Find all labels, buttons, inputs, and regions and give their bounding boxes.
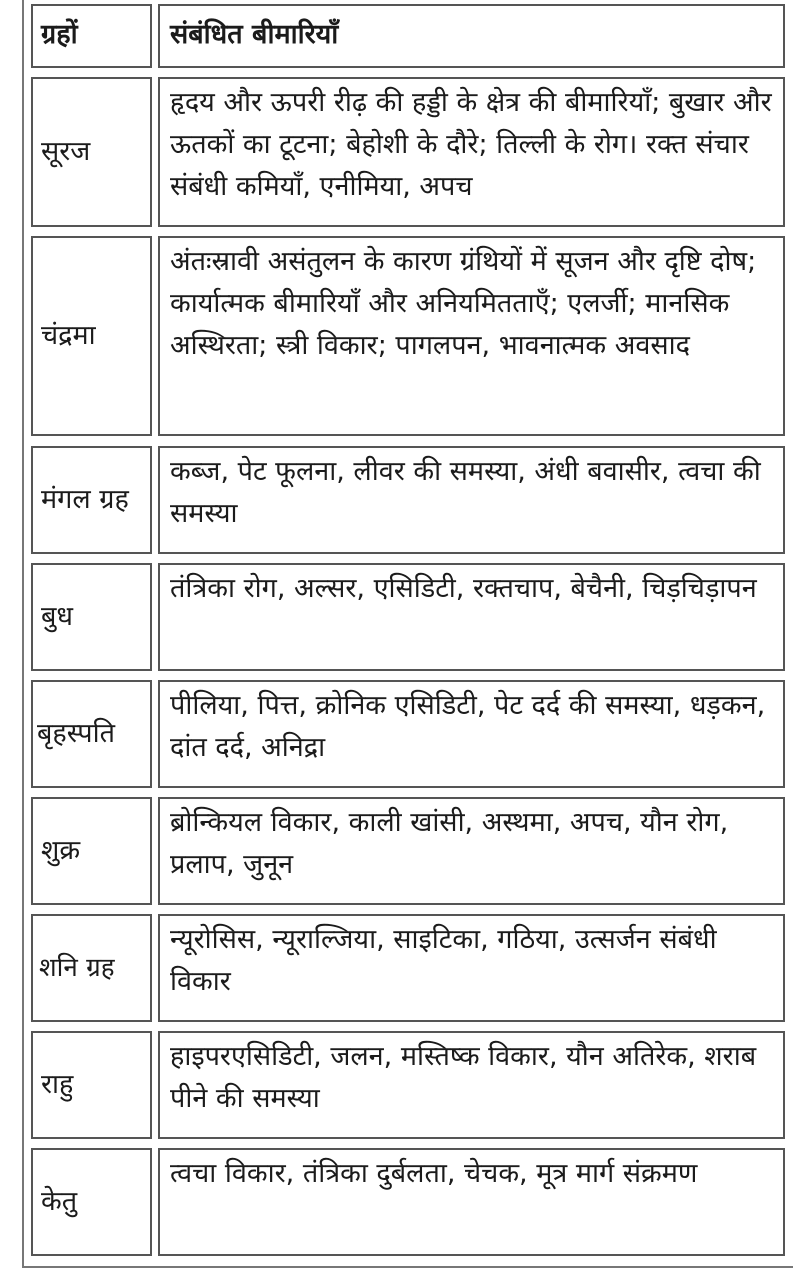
- table-row-planet: [31, 797, 152, 905]
- header-planet: ग्रहों: [41, 19, 78, 50]
- disease-list: हाइपरएसिडिटी, जलन, मस्तिष्क विकार, यौन अतिरेक, शराब पीने की समस्या: [170, 1041, 757, 1114]
- planet-name: बृहस्पति: [37, 718, 115, 749]
- table-row-planet: [31, 77, 152, 227]
- planet-name: सूरज: [41, 136, 91, 167]
- table-row-diseases: [158, 680, 785, 788]
- table-row-diseases: [158, 1148, 785, 1256]
- disease-list: त्वचा विकार, तंत्रिका दुर्बलता, चेचक, मूत्र मार्ग संक्रमण: [170, 1158, 698, 1189]
- table-row-diseases: [158, 914, 785, 1022]
- disease-list: अंतःस्रावी असंतुलन के कारण ग्रंथियों में सूजन और दृष्टि दोष; कार्यात्मक बीमारियाँ और अनियमितताएँ; एलर्जी; मानसिक अस्थिरता; स्त्री विकार; पागलपन, भावनात्मक अवसाद: [170, 246, 757, 361]
- planet-name: केतु: [41, 1186, 78, 1217]
- disease-list: ब्रोन्कियल विकार, काली खांसी, अस्थमा, अपच, यौन रोग, प्रलाप, जुनून: [170, 807, 729, 880]
- disease-list: हृदय और ऊपरी रीढ़ की हड्डी के क्षेत्र की बीमारियाँ; बुखार और ऊतकों का टूटना; बेहोशी के दौरे; तिल्ली के रोग। रक्त संचार संबंधी कमियाँ, एनीमिया, अपच: [170, 87, 772, 202]
- table-row-planet: [31, 563, 152, 671]
- planet-name: शुक्र: [41, 835, 81, 866]
- planet-name: मंगल ग्रह: [41, 484, 129, 515]
- header-diseases-cell: [158, 4, 785, 68]
- table-row-planet: [31, 1031, 152, 1139]
- disease-list: तंत्रिका रोग, अल्सर, एसिडिटी, रक्तचाप, बेचैनी, चिड़चिड़ापन: [170, 573, 757, 604]
- table-row-diseases: [158, 236, 785, 436]
- planet-name: शनि ग्रह: [39, 953, 115, 983]
- table-row-diseases: [158, 446, 785, 554]
- table-row-diseases: [158, 77, 785, 227]
- table-row-diseases: [158, 1031, 785, 1139]
- planet-name: चंद्रमा: [41, 320, 96, 351]
- planet-name: राहु: [41, 1069, 74, 1100]
- disease-list: कब्ज, पेट फूलना, लीवर की समस्या, अंधी बवासीर, त्वचा की समस्या: [170, 456, 761, 529]
- table-row-diseases: [158, 797, 785, 905]
- table-row-planet: [31, 446, 152, 554]
- table-row-planet: [31, 236, 152, 436]
- header-diseases: संबंधित बीमारियाँ: [170, 19, 339, 50]
- disease-list: पीलिया, पित्त, क्रोनिक एसिडिटी, पेट दर्द की समस्या, धड़कन, दांत दर्द, अनिद्रा: [170, 690, 766, 763]
- table-row-diseases: [158, 563, 785, 671]
- table-row-planet: [31, 914, 152, 1022]
- table-row-planet: [31, 680, 152, 788]
- header-planet-cell: [31, 4, 152, 68]
- planet-name: बुध: [41, 601, 74, 632]
- disease-list: न्यूरोसिस, न्यूराल्जिया, साइटिका, गठिया, उत्सर्जन संबंधी विकार: [170, 924, 717, 997]
- table-row-planet: [31, 1148, 152, 1256]
